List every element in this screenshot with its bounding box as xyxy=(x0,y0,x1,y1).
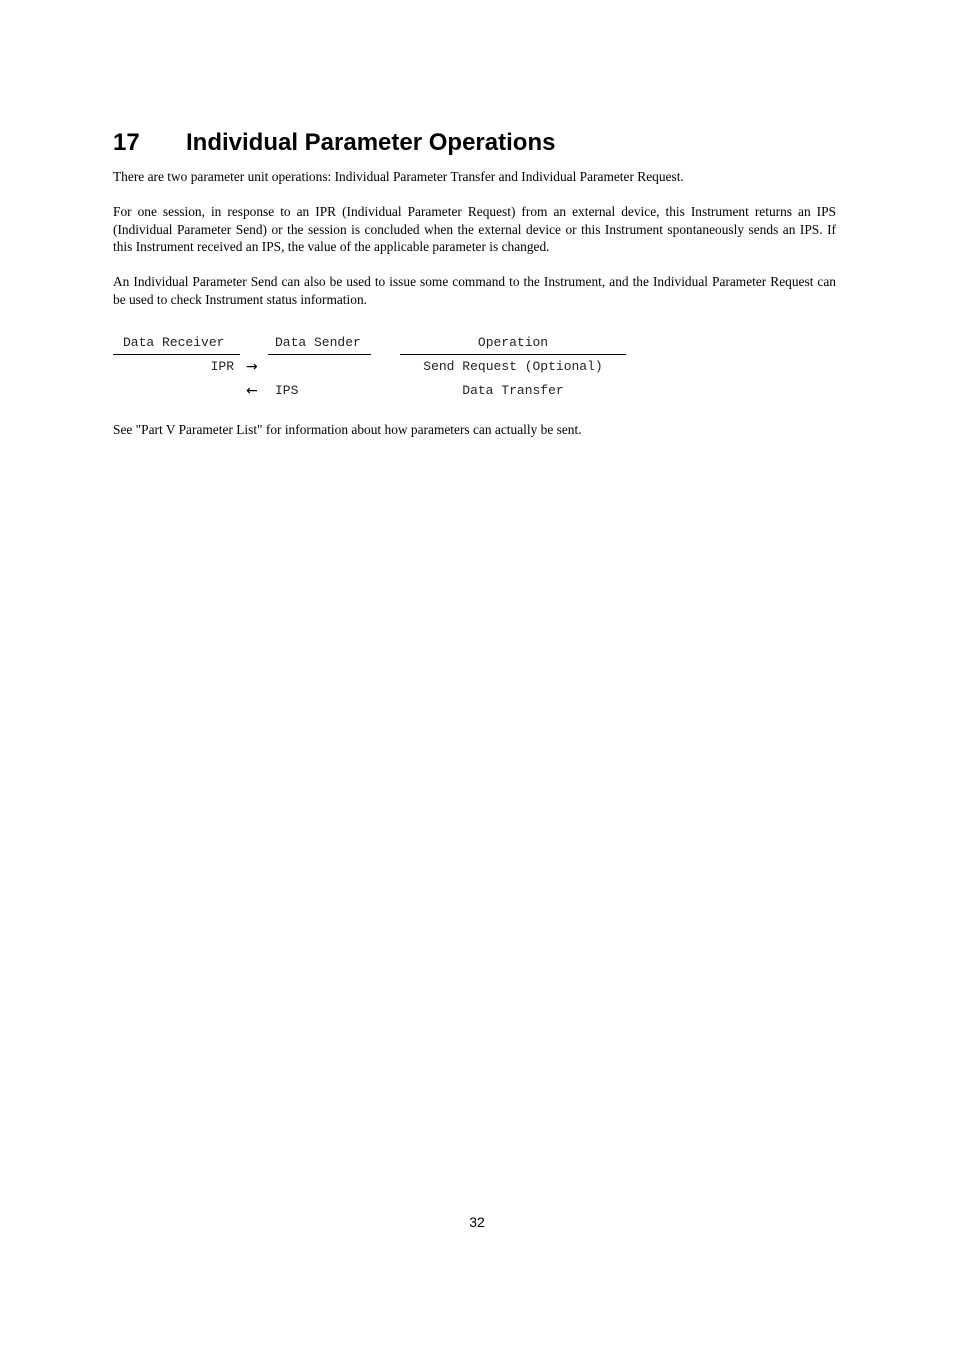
row1-operation: Send Request (Optional) xyxy=(423,359,603,374)
intro-paragraph: There are two parameter unit operations: Individual Parameter Transfer and Individual Parameter Request. xyxy=(113,169,684,184)
header-rule-sender xyxy=(268,354,371,355)
header-operation: Operation xyxy=(477,335,549,350)
header-data-sender: Data Sender xyxy=(275,335,361,350)
row2-sender: IPS xyxy=(275,383,299,398)
session-paragraph: For one session, in response to an IPR (Individual Parameter Request) from an external device, this Instrument returns an IPS (Individual Parameter Send) or the session is concluded when the external device or this Instrument spontaneously sends an IPS. If this Instrument received an IPS, the value of the applicable parameter is changed. xyxy=(113,204,836,255)
see-also-paragraph: See "Part V Parameter List" for information about how parameters can actually be sent. xyxy=(113,422,582,437)
usage-paragraph: An Individual Parameter Send can also be used to issue some command to the Instrument, and the Individual Parameter Request can be used to check Instrument status information. xyxy=(113,274,836,307)
header-rule-operation xyxy=(400,354,626,355)
left-arrow-icon: ← xyxy=(246,383,258,399)
right-arrow-icon: → xyxy=(246,359,258,375)
row2-operation: Data Transfer xyxy=(462,383,564,398)
row1-receiver: IPR xyxy=(210,359,234,374)
header-data-receiver: Data Receiver xyxy=(123,335,225,350)
section-number: 17 xyxy=(113,129,140,156)
page-number: 32 xyxy=(469,1214,485,1230)
section-title: Individual Parameter Operations xyxy=(186,129,556,156)
header-rule-receiver xyxy=(113,354,240,355)
section-heading xyxy=(113,128,555,158)
